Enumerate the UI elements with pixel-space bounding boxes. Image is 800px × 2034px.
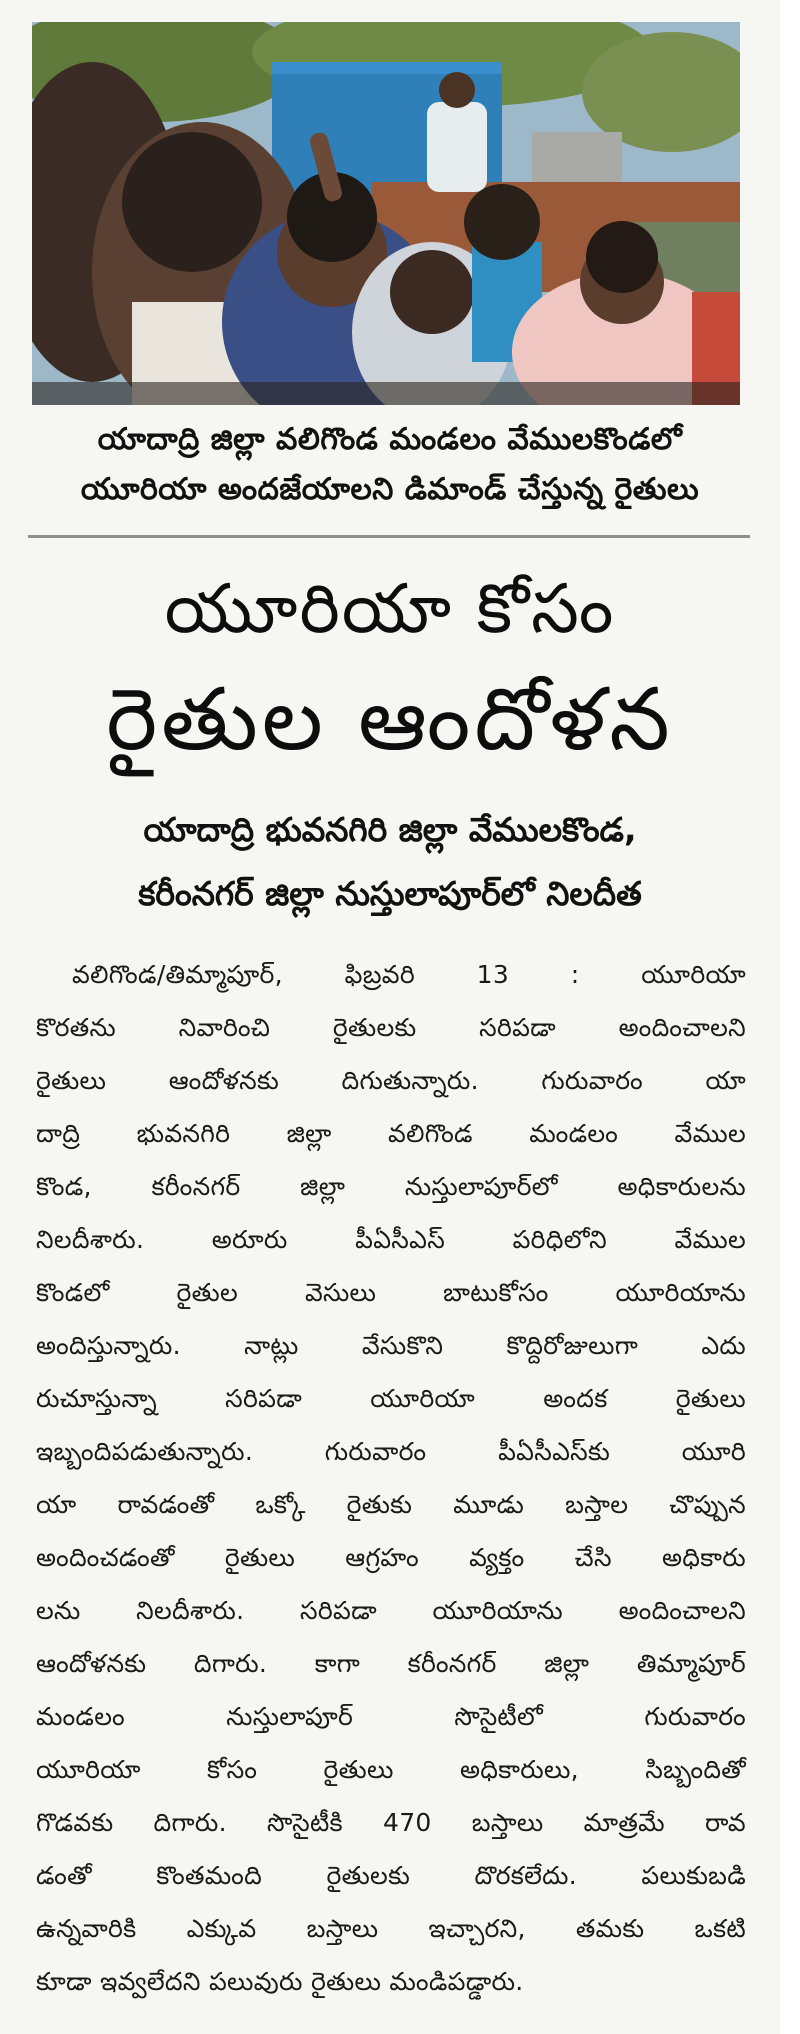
subheadline-line-2: కరీంనగర్ జిల్లా నుస్తులాపూర్‌లో నిలదీత: [138, 874, 642, 913]
news-photo: [32, 22, 740, 405]
body-line: అందించడంతో రైతులు ఆగ్రహం వ్యక్తం చేసి అధికారు: [36, 1543, 746, 1572]
body-line: నిలదీశారు. అరూరు పీఏసీఎస్ పరిధిలోని వేముల: [36, 1225, 746, 1254]
body-line: ఇబ్బందిపడుతున్నారు. గురువారం పీఏసీఎస్‌కు యూరి: [36, 1437, 746, 1466]
body-line: రైతులు ఆందోళనకు దిగుతున్నారు. గురువారం యా: [36, 1066, 746, 1095]
protest-photo-illustration: [32, 22, 740, 405]
body-line: కొరతను నివారించి రైతులకు సరిపడా అందించాలని: [36, 1013, 746, 1042]
body-line: మండలం నుస్తులాపూర్ సొసైటీలో గురువారం: [36, 1702, 746, 1731]
body-line: లను నిలదీశారు. సరిపడా యూరియాను అందించాలని: [36, 1596, 746, 1625]
body-line: అందిస్తున్నారు. నాట్లు వేసుకొని కొద్దిరోజులుగా ఎదు: [36, 1331, 746, 1360]
headline-line-1: యూరియా కోసం: [164, 570, 616, 649]
article-body: [36, 948, 746, 2008]
divider-rule: [28, 535, 750, 538]
body-line: కొండ, కరీంనగర్ జిల్లా నుస్తులాపూర్‌లో అధికారులను: [36, 1172, 746, 1201]
subheadline-line-1: యాదాద్రి భువనగిరి జిల్లా వేములకొండ,: [143, 810, 637, 849]
body-line: యా రావడంతో ఒక్కో రైతుకు మూడు బస్తాల చొప్పున: [36, 1490, 746, 1519]
body-line: డంతో కొంతమంది రైతులకు దొరకలేదు. పలుకుబడి: [36, 1861, 746, 1890]
photo-caption-line-2: యూరియా అందజేయాలని డిమాండ్ చేస్తున్న రైతులు: [80, 472, 700, 507]
headline-line-2: రైతుల ఆందోళన: [106, 670, 674, 770]
body-line: కొండలో రైతుల వెసులు బాటుకోసం యూరియాను: [36, 1278, 746, 1307]
body-line: కూడా ఇవ్వలేదని పలువురు రైతులు మండిపడ్డారు.: [36, 1967, 524, 1996]
body-line-dateline: వలిగొండ/తిమ్మాపూర్, ఫిబ్రవరి 13 : యూరియా: [72, 960, 746, 989]
body-line: ఆందోళనకు దిగారు. కాగా కరీంనగర్ జిల్లా తిమ్మాపూర్: [36, 1649, 746, 1678]
body-line: ఉన్నవారికి ఎక్కువ బస్తాలు ఇచ్చారని, తమకు ఒకటి: [36, 1914, 746, 1943]
body-line: గొడవకు దిగారు. సొసైటీకి 470 బస్తాలు మాత్రమే రావ: [36, 1808, 746, 1837]
body-line: దాద్రి భువనగిరి జిల్లా వలిగొండ మండలం వేముల: [36, 1119, 746, 1148]
photo-caption-line-1: యాదాద్రి జిల్లా వలిగొండ మండలం వేములకొండలో: [97, 422, 683, 457]
body-line: రుచూస్తున్నా సరిపడా యూరియా అందక రైతులు: [36, 1384, 746, 1413]
body-line: యూరియా కోసం రైతులు అధికారులు, సిబ్బందితో: [36, 1755, 746, 1784]
page-margin: [780, 0, 800, 2034]
